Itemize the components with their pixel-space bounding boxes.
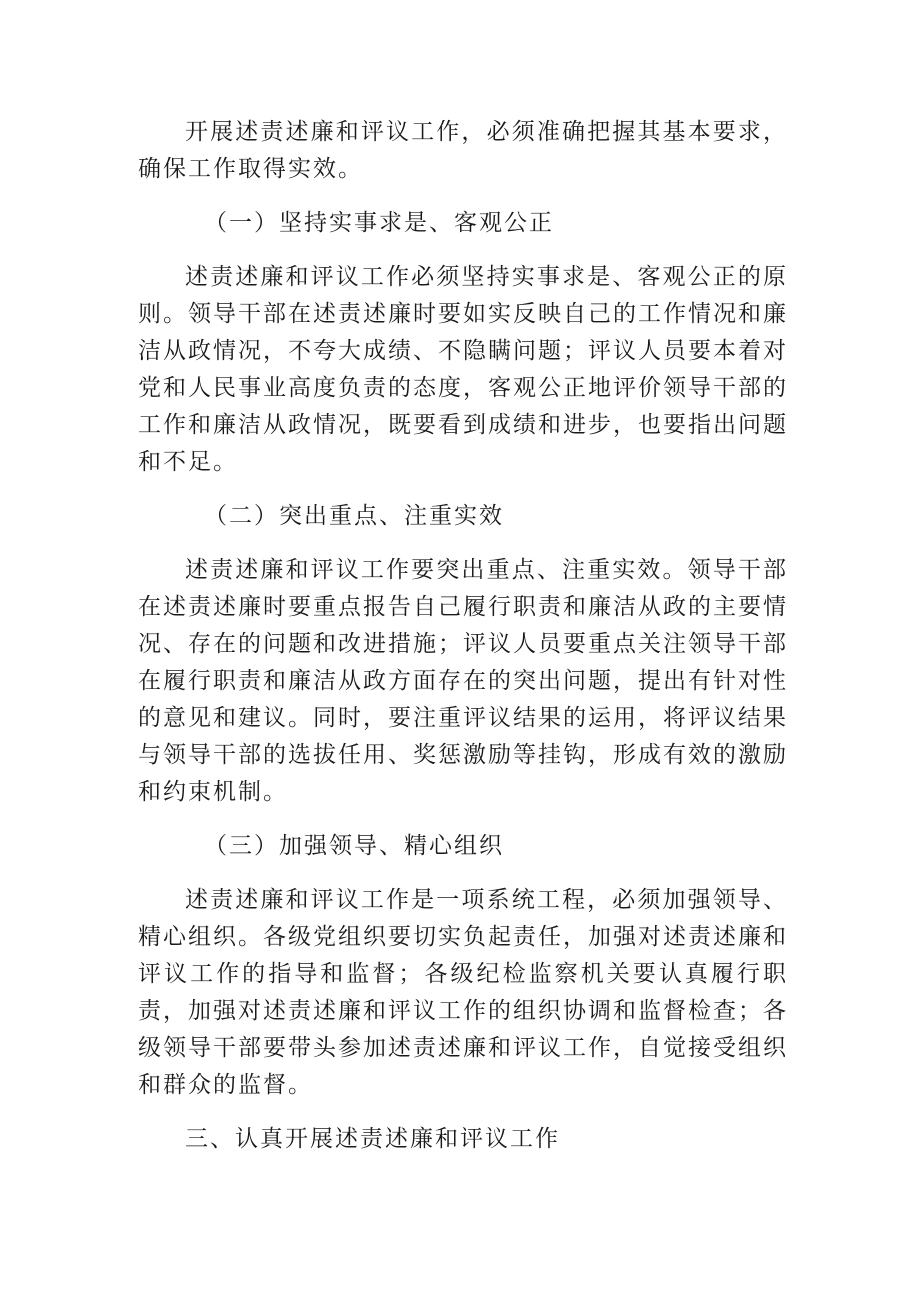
section-body-2: 述责述廉和评议工作要突出重点、注重实效。领导干部在述责述廉时要重点报告自己履行职责和廉洁从政的主要情况、存在的问题和改进措施；评议人员要重点关注领导干部在履行职责和廉洁从政方面存在的突出问题，提出有针对性的意见和建议。同时，要注重评议结果的运用，将评议结果与领导干部的选拔任用、奖惩激励等挂钩，形成有效的激励和约束机制。 bbox=[138, 557, 788, 805]
section-body-1: 述责述廉和评议工作必须坚持实事求是、客观公正的原则。领导干部在述责述廉时要如实反映自己的工作情况和廉洁从政情况，不夸大成绩、不隐瞒问题；评议人员要本着对党和人民事业高度负责的态度，客观公正地评价领导干部的工作和廉洁从政情况，既要看到成绩和进步，也要指出问题和不足。 bbox=[138, 264, 788, 475]
major-heading: 三、认真开展述责述廉和评议工作 bbox=[185, 1126, 560, 1152]
intro-paragraph: 开展述责述廉和评议工作，必须准确把握其基本要求，确保工作取得实效。 bbox=[138, 119, 788, 182]
section-heading-3: （三）加强领导、精心组织 bbox=[204, 833, 504, 859]
document-body bbox=[138, 114, 788, 1158]
section-heading-2: （二）突出重点、注重实效 bbox=[204, 503, 504, 529]
section-heading-1: （一）坚持实事求是、客观公正 bbox=[204, 210, 554, 236]
section-body-3: 述责述廉和评议工作是一项系统工程，必须加强领导、精心组织。各级党组织要切实负起责任，加强对述责述廉和评议工作的指导和监督；各级纪检监察机关要认真履行职责，加强对述责述廉和评议工作的组织协调和监督检查；各级领导干部要带头参加述责述廉和评议工作，自觉接受组织和群众的监督。 bbox=[138, 887, 788, 1098]
